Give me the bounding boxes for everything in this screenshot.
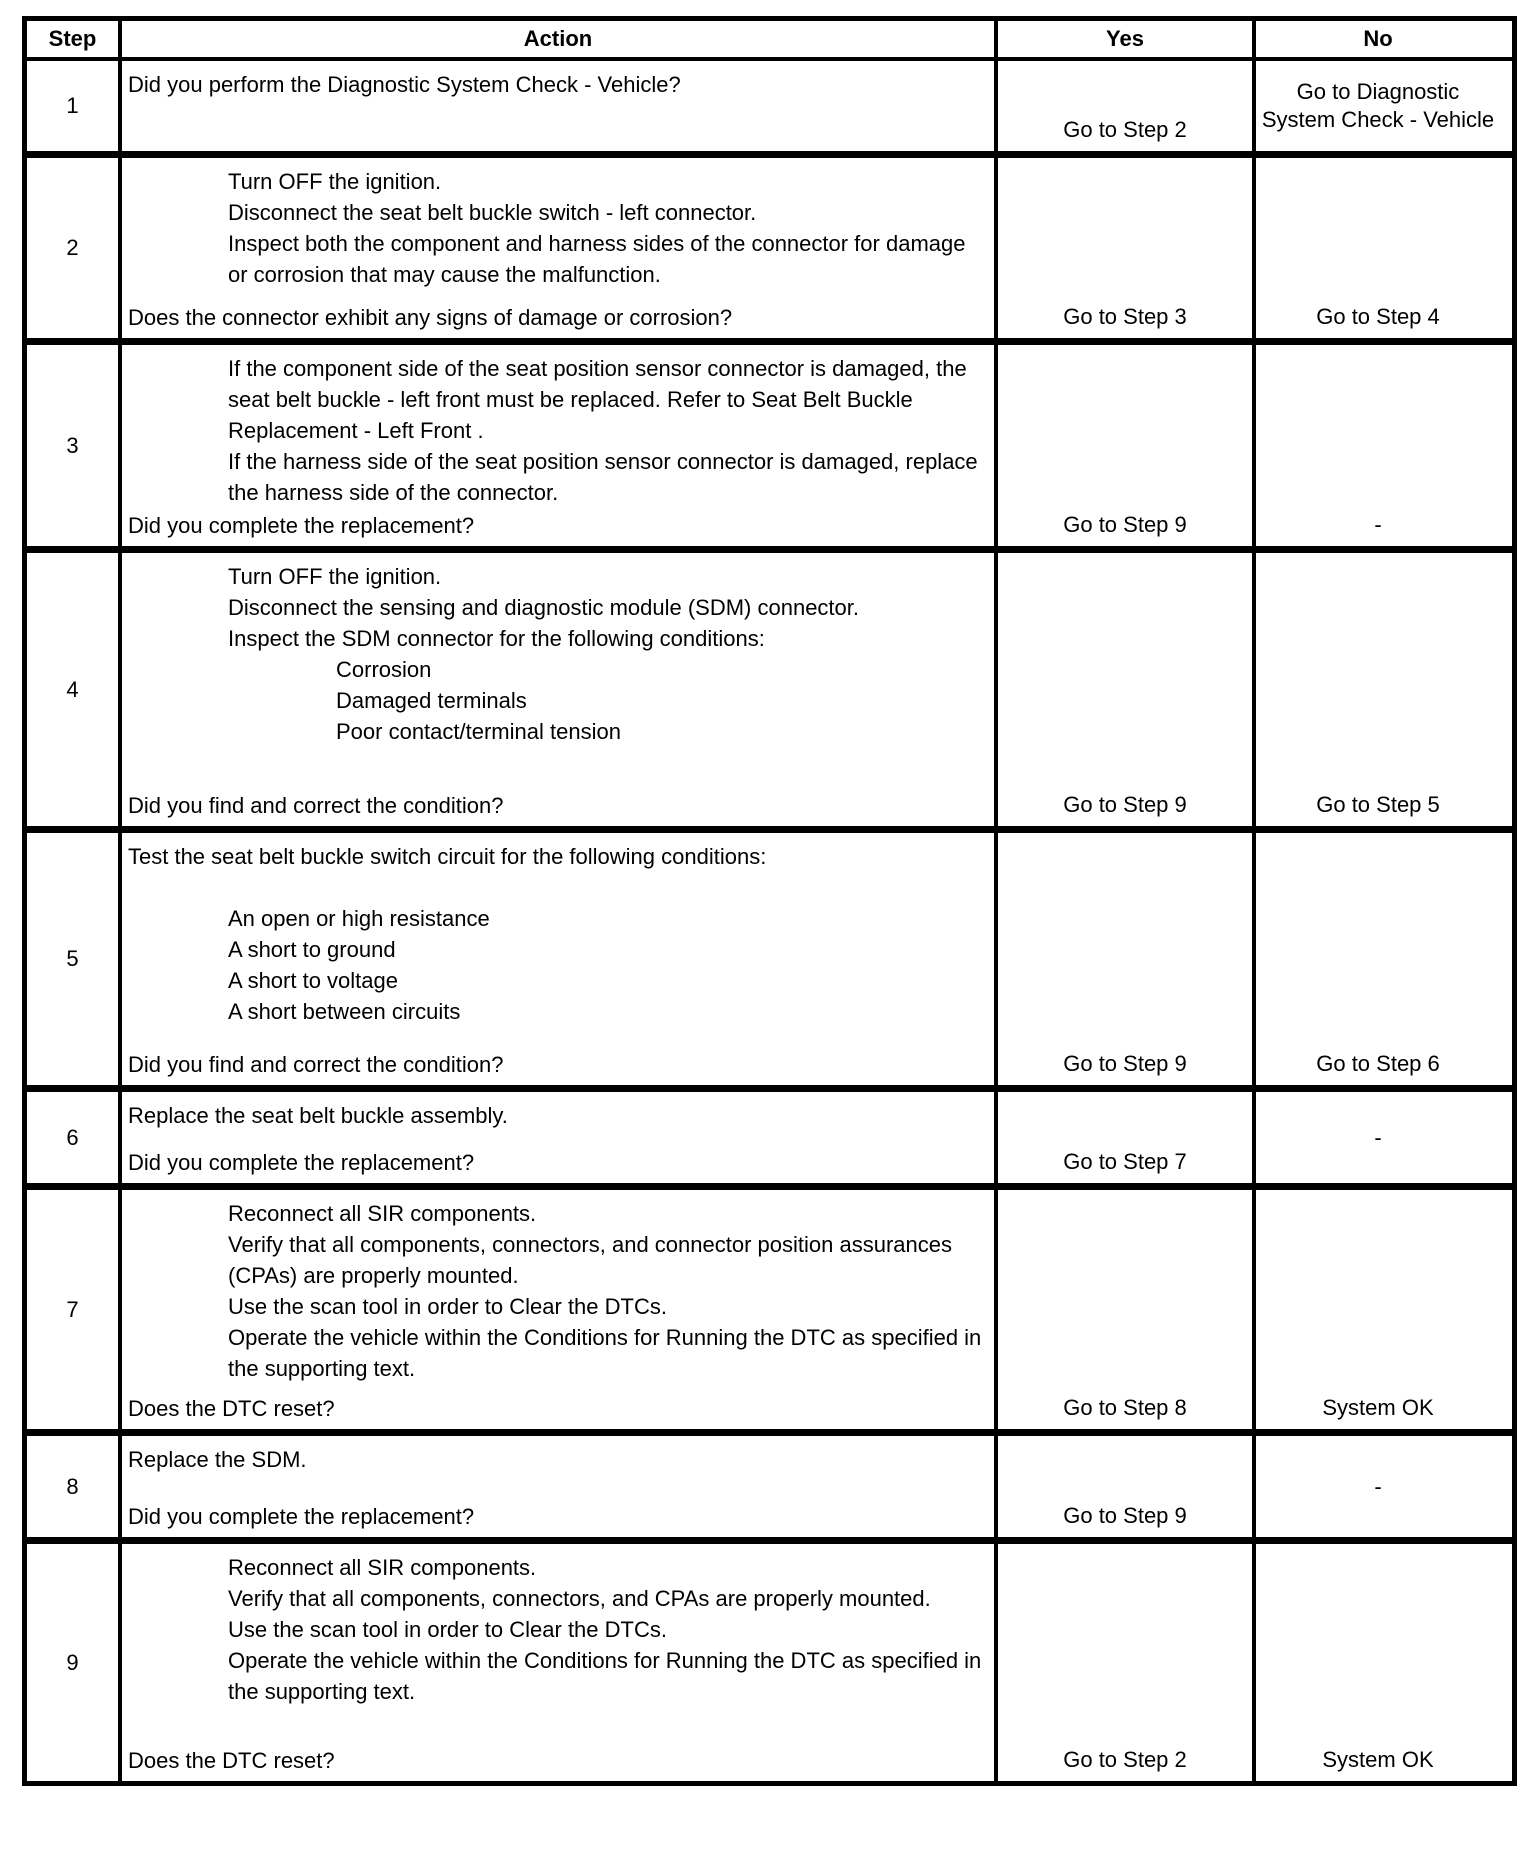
no-value: System OK [1252, 1544, 1500, 1781]
action-instruction-line: Disconnect the seat belt buckle switch - left connector. [228, 200, 757, 225]
action-instruction-line: Disconnect the sensing and diagnostic module (SDM) connector. [228, 595, 860, 620]
action-cell [118, 345, 994, 546]
step-number: 6 [66, 1124, 79, 1150]
action-instruction-line: A short between circuits [228, 999, 461, 1024]
action-instruction-line: If the component side of the seat position sensor connector is damaged, the seat belt buckle - left front must be replaced. Refer to Seat Belt Buckle Replacement - Left Front . [228, 356, 967, 443]
action-instructions [128, 841, 986, 1027]
action-instruction-line: A short to voltage [228, 968, 398, 993]
action-instructions [128, 166, 986, 290]
action-instructions [128, 1100, 986, 1131]
action-instruction-line [128, 872, 986, 903]
action-instruction-line: Inspect both the component and harness sides of the connector for damage or corrosion that may cause the malfunction. [228, 231, 966, 287]
yes-value: Go to Step 9 [994, 833, 1252, 1085]
no-value: Go to Step 5 [1252, 553, 1500, 826]
yes-value: Go to Step 8 [994, 1190, 1252, 1429]
step-number: 1 [66, 93, 79, 118]
action-instructions [128, 1198, 986, 1384]
action-question: Did you complete the replacement? [128, 513, 475, 538]
action-instruction-line: Turn OFF the ignition. [228, 564, 442, 589]
action-instruction-line: Reconnect all SIR components. [228, 1201, 537, 1226]
action-instruction-line: Poor contact/terminal tension [336, 719, 621, 744]
table-row [27, 1537, 1512, 1781]
action-instruction-line: An open or high resistance [228, 906, 490, 931]
action-instruction-line: Did you perform the Diagnostic System Check - Vehicle? [128, 72, 681, 97]
action-instruction-line: Replace the SDM. [128, 1447, 307, 1472]
action-instructions [128, 561, 986, 747]
action-instruction-line: Use the scan tool in order to Clear the DTCs. [228, 1617, 667, 1642]
no-value: - [1252, 345, 1500, 546]
action-instruction-line: Reconnect all SIR components. [228, 1555, 537, 1580]
action-instruction-line: Turn OFF the ignition. [228, 169, 442, 194]
action-instruction-line: Test the seat belt buckle switch circuit for the following conditions: [128, 844, 767, 869]
action-instruction-line: Inspect the SDM connector for the following conditions: [228, 626, 765, 651]
action-instructions [128, 69, 986, 100]
action-cell [118, 1544, 994, 1781]
table-header-row [27, 21, 1512, 61]
table-row [27, 1183, 1512, 1429]
action-question: Did you find and correct the condition? [128, 1052, 504, 1077]
action-instruction-line: A short to ground [228, 937, 396, 962]
table-row [27, 1429, 1512, 1537]
diagnostic-steps-table [22, 16, 1517, 1786]
no-value: System OK [1252, 1190, 1500, 1429]
step-number: 4 [66, 676, 79, 702]
yes-value: Go to Step 7 [994, 1092, 1252, 1183]
action-instructions [128, 1444, 986, 1475]
table-row [27, 1085, 1512, 1183]
step-number: 3 [66, 432, 79, 458]
table-body [27, 61, 1512, 1781]
action-question: Did you complete the replacement? [128, 1504, 475, 1529]
step-number: 5 [66, 946, 79, 971]
table-row [27, 151, 1512, 338]
action-cell [118, 1190, 994, 1429]
no-value: Go to Step 6 [1252, 833, 1500, 1085]
step-number: 8 [66, 1473, 79, 1499]
action-cell [118, 61, 994, 151]
action-instruction-line: Operate the vehicle within the Conditions for Running the DTC as specified in the supporting text. [228, 1325, 982, 1381]
yes-value: Go to Step 9 [994, 553, 1252, 826]
column-header-step: Step [48, 26, 97, 51]
table-row [27, 546, 1512, 826]
yes-value: Go to Step 2 [994, 61, 1252, 151]
action-instruction-line: Verify that all components, connectors, and CPAs are properly mounted. [228, 1586, 931, 1611]
step-number: 7 [66, 1296, 79, 1322]
no-value: Go to Step 4 [1252, 158, 1500, 338]
table-row [27, 338, 1512, 546]
column-header-yes: Yes [994, 21, 1252, 57]
step-number: 2 [66, 235, 79, 260]
action-instruction-line: Damaged terminals [336, 688, 527, 713]
action-instruction-line: Use the scan tool in order to Clear the DTCs. [228, 1294, 667, 1319]
column-header-action: Action [118, 21, 994, 57]
yes-value: Go to Step 9 [994, 1436, 1252, 1537]
action-question: Did you find and correct the condition? [128, 793, 504, 818]
yes-value: Go to Step 3 [994, 158, 1252, 338]
no-value: Go to Diagnostic System Check - Vehicle [1252, 61, 1500, 151]
action-cell [118, 833, 994, 1085]
action-instruction-line: Corrosion [336, 657, 432, 682]
action-instructions [128, 353, 986, 508]
action-cell [118, 553, 994, 826]
yes-value: Go to Step 2 [994, 1544, 1252, 1781]
no-value: - [1252, 1436, 1500, 1537]
action-instruction-line: Operate the vehicle within the Conditions for Running the DTC as specified in the supporting text. [228, 1648, 982, 1704]
action-instruction-line: If the harness side of the seat position sensor connector is damaged, replace the harness side of the connector. [228, 449, 978, 505]
action-cell [118, 1436, 994, 1537]
step-number: 9 [66, 1649, 79, 1675]
table-row [27, 826, 1512, 1085]
action-cell [118, 1092, 994, 1183]
yes-value: Go to Step 9 [994, 345, 1252, 546]
action-instruction-line: Replace the seat belt buckle assembly. [128, 1103, 508, 1128]
action-question: Does the connector exhibit any signs of damage or corrosion? [128, 305, 733, 330]
action-instruction-line: Verify that all components, connectors, and connector position assurances (CPAs) are properly mounted. [228, 1232, 952, 1288]
action-question: Did you complete the replacement? [128, 1150, 475, 1175]
no-value: - [1252, 1092, 1500, 1183]
action-cell [118, 158, 994, 338]
table-row [27, 61, 1512, 151]
action-question: Does the DTC reset? [128, 1396, 335, 1421]
action-question: Does the DTC reset? [128, 1748, 335, 1773]
action-instructions [128, 1552, 986, 1707]
column-header-no: No [1252, 21, 1500, 57]
